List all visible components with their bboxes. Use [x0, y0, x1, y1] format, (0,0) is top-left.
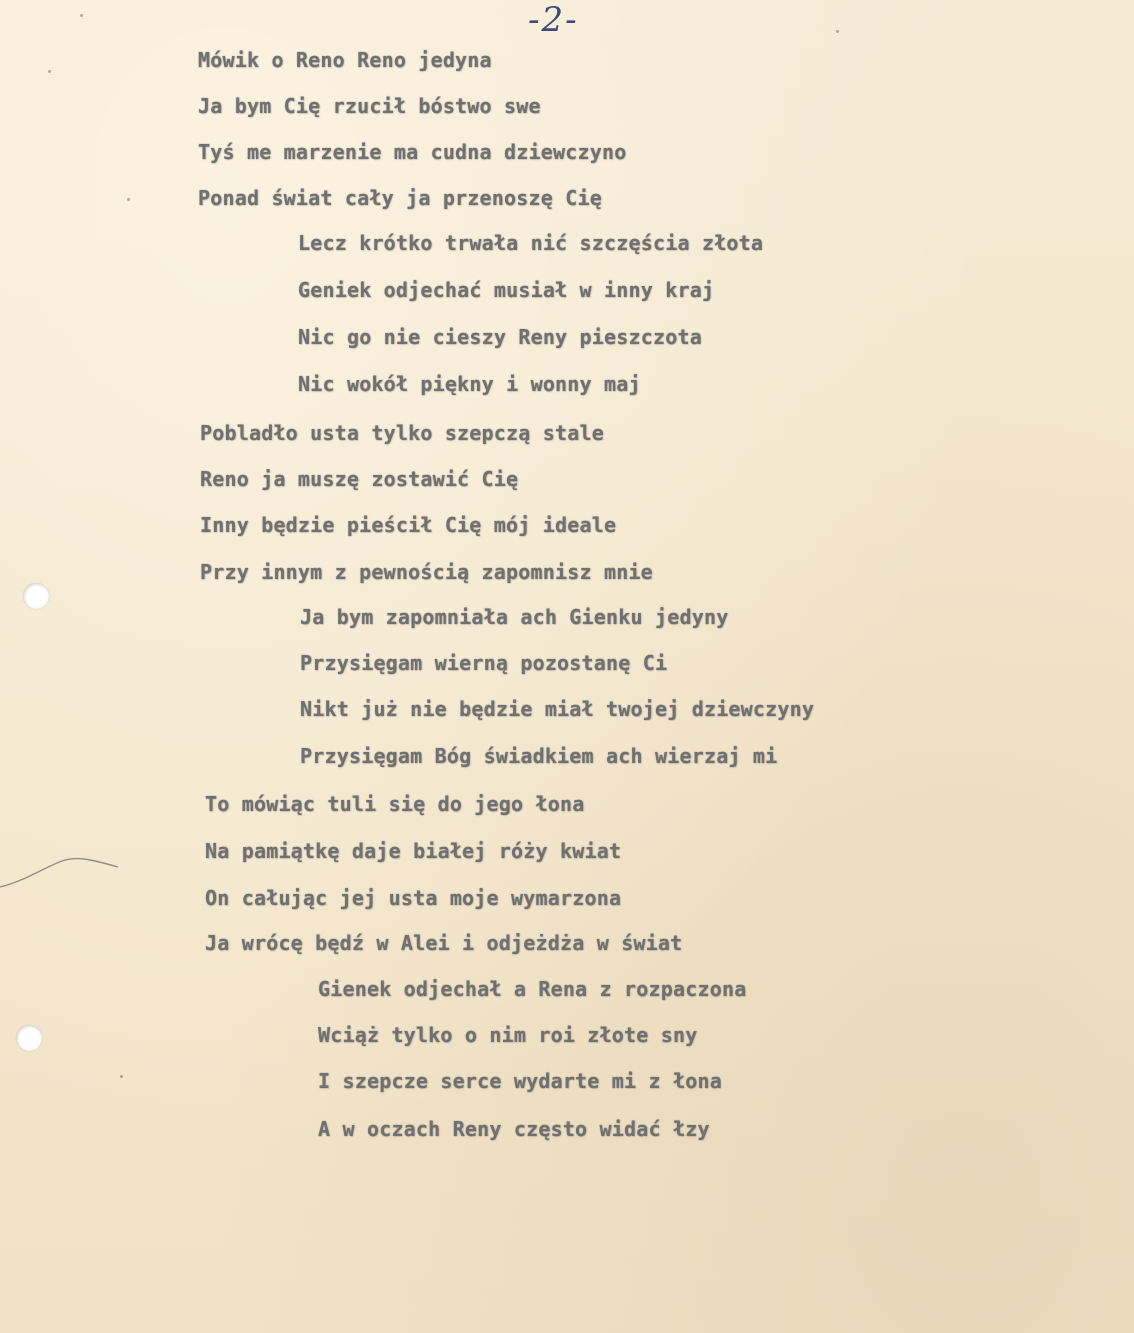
paper-speck — [836, 30, 839, 33]
poem-line: Ponad świat cały ja przenoszę Cię — [198, 186, 602, 210]
poem-line: Lecz krótko trwała nić szczęścia złota — [298, 231, 764, 255]
poem-line: Mówik o Reno Reno jedyna — [198, 48, 492, 72]
poem-line: Pobladło usta tylko szepczą stale — [200, 421, 604, 445]
poem-line: Inny będzie pieścił Cię mój ideale — [200, 513, 617, 537]
punch-hole — [23, 583, 49, 609]
poem-line: Nic wokół piękny i wonny maj — [298, 372, 641, 396]
poem-line: Przy innym z pewnością zapomnisz mnie — [200, 560, 653, 584]
poem-line: Nic go nie cieszy Reny pieszczota — [298, 325, 702, 349]
poem-line: Reno ja muszę zostawić Cię — [200, 467, 519, 491]
paper-speck — [127, 198, 130, 201]
paper-speck — [80, 14, 83, 17]
poem-line: Wciąż tylko o nim roi złote sny — [318, 1023, 698, 1047]
poem-line: On całując jej usta moje wymarzona — [205, 886, 622, 910]
punch-hole — [16, 1025, 42, 1051]
poem-line: Geniek odjechać musiał w inny kraj — [298, 278, 715, 302]
poem-line: Tyś me marzenie ma cudna dziewczyno — [198, 140, 627, 164]
page-number: -2- — [528, 0, 579, 40]
poem-line: Ja bym zapomniała ach Gienku jedyny — [300, 605, 729, 629]
poem-line: Ja bym Cię rzucił bóstwo swe — [198, 94, 541, 118]
poem-line: Gienek odjechał a Rena z rozpaczona — [318, 977, 747, 1001]
poem-line: Ja wrócę będź w Alei i odjeżdża w świat — [205, 931, 683, 955]
paper-speck — [48, 70, 51, 73]
pencil-mark — [0, 845, 120, 895]
paper-speck — [120, 1075, 123, 1078]
poem-line: Przysięgam Bóg świadkiem ach wierzaj mi — [300, 744, 778, 768]
poem-line: A w oczach Reny często widać łzy — [318, 1117, 710, 1141]
poem-line: To mówiąc tuli się do jego łona — [205, 792, 585, 816]
poem-line: Przysięgam wierną pozostanę Ci — [300, 651, 668, 675]
poem-line: Nikt już nie będzie miał twojej dziewczyny — [300, 697, 815, 721]
poem-line: I szepcze serce wydarte mi z łona — [318, 1069, 722, 1093]
poem-line: Na pamiątkę daje białej róży kwiat — [205, 839, 622, 863]
